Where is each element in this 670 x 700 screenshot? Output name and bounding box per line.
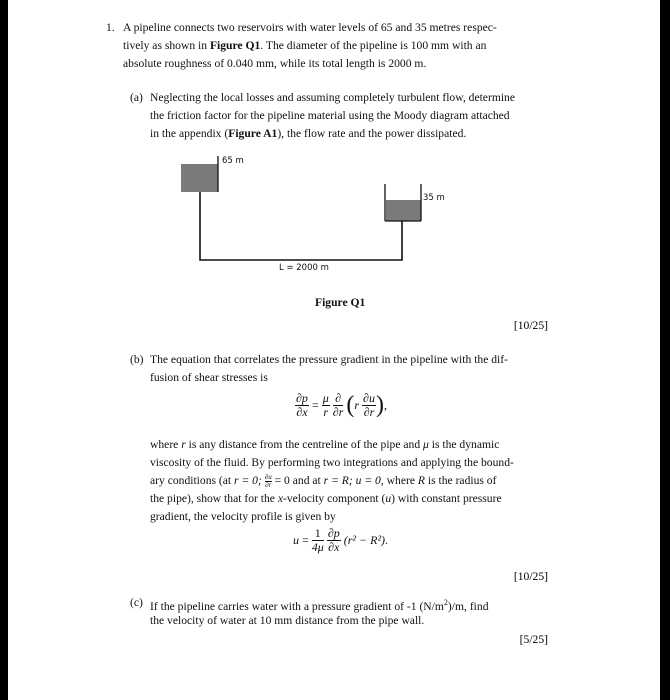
eq1-r: r [323, 405, 329, 419]
part-b-line-4: viscosity of the fluid. By performing two integrations and applying the bound- [150, 456, 514, 469]
part-b-marks: [10/25] [513, 570, 548, 583]
part-b-line-7: gradient, the velocity profile is given by [150, 510, 336, 523]
figure-q1-diagram [8, 0, 660, 290]
eq1-du: ∂u [363, 391, 375, 405]
var-u: u [385, 492, 392, 505]
var-r: r [181, 438, 186, 451]
part-a-line-1: Neglecting the local losses and assuming completely turbulent flow, determine [150, 91, 515, 104]
eq1-dr: ∂r [332, 405, 344, 419]
eq2-bracket: (r² − R²) [343, 533, 386, 547]
figure-a1-ref: Figure A1 [228, 127, 278, 140]
part-a-text-3b: ), the flow rate and the power dissipated. [277, 127, 467, 140]
part-b-text-6c: ) with constant pressure [391, 492, 502, 505]
part-b-text-6b: -velocity component ( [282, 492, 386, 505]
velocity-profile-equation [293, 527, 388, 554]
part-b-text-6a: the pipe), show that for the [150, 492, 278, 505]
part-b-text-3b: is any distance from the centreline of the pipe and [185, 438, 424, 451]
part-a-marks: [10/25] [513, 319, 548, 332]
var-mu: μ [423, 438, 429, 451]
part-a-label: (a) [130, 91, 143, 104]
eq1-dp: ∂p [296, 391, 308, 405]
part-c-sup: 2 [443, 598, 448, 607]
part-c-marks: [5/25] [519, 633, 548, 646]
right-reservoir-water [386, 200, 421, 221]
eq1-dr2: ∂r [363, 405, 375, 419]
shear-diffusion-equation: $\frac{\partial p}{\partial x}$ = $\frac{\mu}{r}$ ∂ ∂r (r $\frac{\partial u}{\partial r}$ ), [296, 391, 387, 419]
eq1-dx: ∂x [296, 405, 308, 419]
question-number: 1. [106, 21, 115, 34]
eq2-dx: ∂x [328, 540, 340, 554]
part-b-line-2: fusion of shear stresses is [150, 371, 268, 384]
intro-text-2a: tively as shown in [123, 39, 210, 52]
bc-3: r = R; u = 0 [323, 474, 381, 487]
part-b-line-5 [150, 472, 496, 490]
part-c-text-1b: )/m, find [447, 599, 489, 613]
part-b-line-1: The equation that correlates the pressure gradient in the pipeline with the dif- [150, 353, 508, 366]
part-a-text-3a: in the appendix ( [150, 127, 229, 140]
eq1-r-mul: r [354, 398, 360, 412]
part-b-text-5a: ary conditions (at [150, 474, 235, 487]
eq1-mu: μ [322, 391, 329, 405]
bc-du: ∂u [264, 472, 272, 481]
part-b-text-5c: is the radius of [424, 474, 497, 487]
right-level-label: 35 m [423, 193, 445, 203]
figure-caption: Figure Q1 [315, 296, 366, 309]
intro-text-1: A pipeline connects two reservoirs with water levels of 65 and 35 metres respec- [123, 21, 497, 34]
eq2-equals: = [302, 533, 309, 547]
intro-text-2b: . The diameter of the pipeline is 100 mm with an [260, 39, 487, 52]
eq2-period: . [385, 533, 389, 547]
bc-2: = 0 and at [271, 474, 324, 487]
pipeline [200, 192, 402, 260]
part-b-line-6 [150, 490, 502, 508]
part-b-text-3a: where [150, 438, 182, 451]
part-a-line-2: the friction factor for the pipeline material using the Moody diagram attached [150, 109, 510, 122]
figure-q1-ref: Figure Q1 [209, 39, 261, 52]
eq2-u: u [293, 533, 299, 547]
intro-line-3: absolute roughness of 0.040 mm, while its total length is 2000 m. [123, 57, 427, 70]
eq2-four-mu: 4μ [311, 540, 324, 554]
left-reservoir-water [181, 164, 218, 192]
var-R: R [417, 474, 425, 487]
bc-dr: ∂r [265, 480, 272, 489]
pipe-length-label: L = 2000 m [279, 263, 329, 273]
var-x: x [277, 492, 283, 505]
eq2-dp: ∂p [327, 526, 340, 540]
part-b-text-3c: is the dynamic [428, 438, 500, 451]
bc-1: r = 0; [234, 474, 265, 487]
part-c-text-1a: If the pipeline carries water with a pressure gradient of -1 (N/m [150, 599, 444, 613]
eq1-partial: ∂ [333, 392, 344, 406]
part-b-text-5b: , where [380, 474, 418, 487]
eq1-equals: = [311, 398, 319, 412]
left-level-label: 65 m [222, 156, 244, 166]
eq2-one: 1 [312, 527, 324, 541]
document-page [8, 0, 660, 700]
part-c-line-2: the velocity of water at 10 mm distance from the pipe wall. [150, 614, 425, 627]
part-c-label: (c) [130, 596, 143, 609]
eq1-comma: , [383, 398, 387, 412]
part-b-line-3 [150, 436, 499, 454]
part-b-label: (b) [130, 353, 144, 366]
